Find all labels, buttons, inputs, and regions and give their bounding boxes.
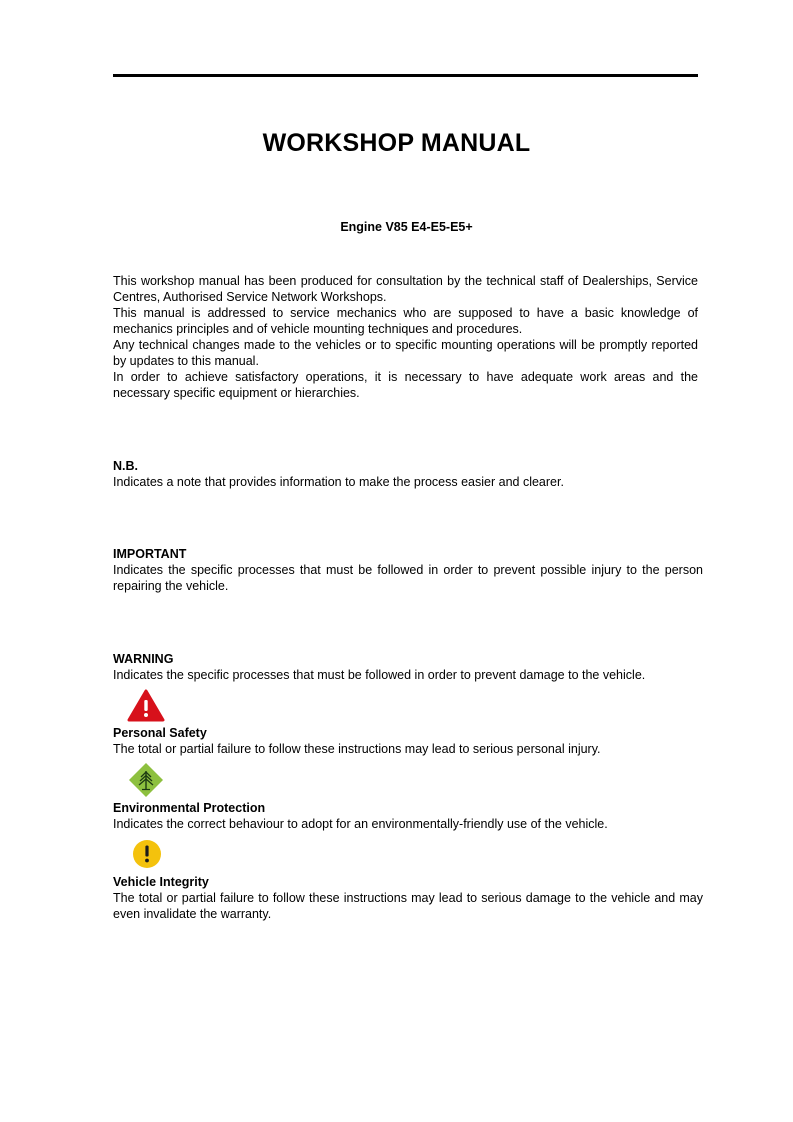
page-title: WORKSHOP MANUAL (262, 129, 531, 157)
environmental-protection-section (113, 800, 703, 832)
nb-description: Indicates a note that provides information to make the process easier and clearer. (113, 475, 564, 489)
intro-paragraph: Any technical changes made to the vehicles or to specific mounting operations will be promptly reported by updates to this manual. (113, 338, 698, 368)
environment-tree-icon (128, 762, 164, 798)
environmental-protection-description: Indicates the correct behaviour to adopt for an environmentally-friendly use of the vehicle. (113, 817, 608, 831)
personal-safety-description: The total or partial failure to follow these instructions may lead to serious personal injury. (113, 742, 601, 756)
intro-paragraph: In order to achieve satisfactory operations, it is necessary to have adequate work areas and the necessary specific equipment or hierarchies. (113, 370, 698, 400)
personal-safety-section (113, 725, 703, 757)
nb-note-section (113, 458, 703, 490)
warning-note-section (113, 651, 703, 683)
environmental-protection-heading: Environmental Protection (113, 801, 266, 815)
intro-paragraph: This workshop manual has been produced for consultation by the technical staff of Dealerships, Service Centres, Authorised Service Network Workshops. (113, 274, 698, 304)
important-heading: IMPORTANT (113, 547, 187, 561)
important-note-section (113, 546, 703, 594)
warning-heading: WARNING (113, 652, 174, 666)
warning-description: Indicates the specific processes that must be followed in order to prevent damage to the vehicle. (113, 668, 646, 682)
vehicle-integrity-section (113, 874, 703, 922)
vehicle-integrity-heading: Vehicle Integrity (113, 875, 209, 889)
intro-paragraph: This manual is addressed to service mechanics who are supposed to have a basic knowledge of mechanics principles and of vehicle mounting techniques and procedures. (113, 306, 698, 336)
nb-heading: N.B. (113, 459, 138, 473)
intro-text (113, 273, 698, 401)
vehicle-integrity-description: The total or partial failure to follow these instructions may lead to serious damage to the vehicle and may even invalidate the warranty. (113, 891, 703, 921)
important-description: Indicates the specific processes that must be followed in order to prevent possible injury to the person repairing the vehicle. (113, 563, 703, 593)
danger-triangle-icon (127, 689, 165, 723)
header-rule (113, 74, 698, 77)
exclamation-circle-icon (131, 838, 163, 870)
engine-subtitle: Engine V85 E4-E5-E5+ (340, 220, 473, 234)
personal-safety-heading: Personal Safety (113, 726, 207, 740)
